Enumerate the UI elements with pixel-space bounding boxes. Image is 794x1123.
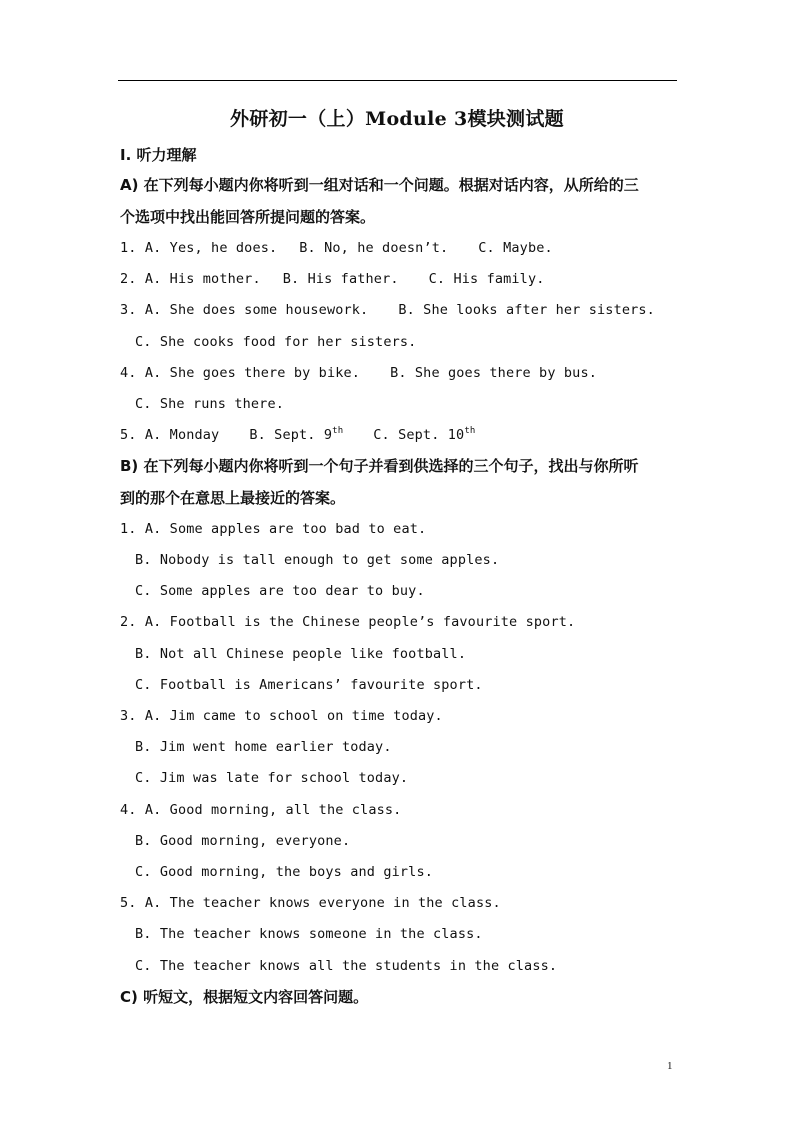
part-a-instruction-line2: 个选项中找出能回答所提问题的答案。 — [120, 208, 376, 226]
question-b2-option-a: 2. A. Football is the Chinese people’s favourite sport. — [120, 614, 576, 630]
option-a: 1. A. Yes, he does. — [120, 240, 278, 256]
option-c: C. His family. — [428, 271, 545, 287]
question-b1-option-c: C. Some apples are too dear to buy. — [135, 583, 425, 599]
question-b3-option-c: C. Jim was late for school today. — [135, 770, 409, 786]
option-a: 4. A. She goes there by bike. — [120, 365, 361, 381]
question-a3 — [120, 300, 655, 320]
question-b3-option-b: B. Jim went home earlier today. — [135, 739, 392, 755]
question-a3-option-c: C. She cooks food for her sisters. — [135, 334, 417, 350]
question-a5 — [120, 425, 475, 445]
page-title: 外研初一（上）Module 3模块测试题 — [230, 108, 564, 130]
question-b4-option-b: B. Good morning, everyone. — [135, 833, 351, 849]
superscript-th: th — [464, 426, 476, 436]
option-b: B. His father. — [282, 271, 399, 287]
question-a1 — [120, 238, 553, 258]
question-b4-option-a: 4. A. Good morning, all the class. — [120, 802, 402, 818]
option-b: B. She goes there by bus. — [390, 365, 598, 381]
option-a: 2. A. His mother. — [120, 271, 261, 287]
section-heading-listening: I. 听力理解 — [120, 146, 197, 164]
part-a-instruction-line1: A) 在下列每小题内你将听到一组对话和一个问题。根据对话内容，从所给的三 — [120, 176, 639, 194]
option-b: B. Sept. 9 — [249, 427, 333, 443]
question-b2-option-c: C. Football is Americans’ favourite sport. — [135, 677, 483, 693]
superscript-th: th — [332, 426, 344, 436]
question-b1-option-b: B. Nobody is tall enough to get some apples. — [135, 552, 500, 568]
option-b: B. No, he doesn’t. — [299, 240, 449, 256]
part-b-instruction-line2: 到的那个在意思上最接近的答案。 — [120, 489, 346, 507]
question-b3-option-a: 3. A. Jim came to school on time today. — [120, 708, 443, 724]
question-b5-option-c: C. The teacher knows all the students in the class. — [135, 958, 558, 974]
option-a: 5. A. Monday — [120, 427, 220, 443]
question-b4-option-c: C. Good morning, the boys and girls. — [135, 864, 433, 880]
question-a4 — [120, 363, 597, 383]
question-b1-option-a: 1. A. Some apples are too bad to eat. — [120, 521, 427, 537]
question-a4-option-c: C. She runs there. — [135, 396, 284, 412]
option-c: C. Maybe. — [478, 240, 553, 256]
part-c-instruction: C) 听短文，根据短文内容回答问题。 — [120, 988, 369, 1006]
option-a: 3. A. She does some housework. — [120, 302, 369, 318]
question-b2-option-b: B. Not all Chinese people like football. — [135, 646, 467, 662]
question-b5-option-b: B. The teacher knows someone in the class. — [135, 926, 483, 942]
question-a2 — [120, 269, 545, 289]
option-c: C. Sept. 10 — [373, 427, 465, 443]
header-rule — [118, 80, 677, 81]
question-b5-option-a: 5. A. The teacher knows everyone in the class. — [120, 895, 501, 911]
page-number: 1 — [667, 1060, 673, 1072]
option-b: B. She looks after her sisters. — [398, 302, 655, 318]
part-b-instruction-line1: B) 在下列每小题内你将听到一个句子并看到供选择的三个句子，找出与你所听 — [120, 457, 639, 475]
